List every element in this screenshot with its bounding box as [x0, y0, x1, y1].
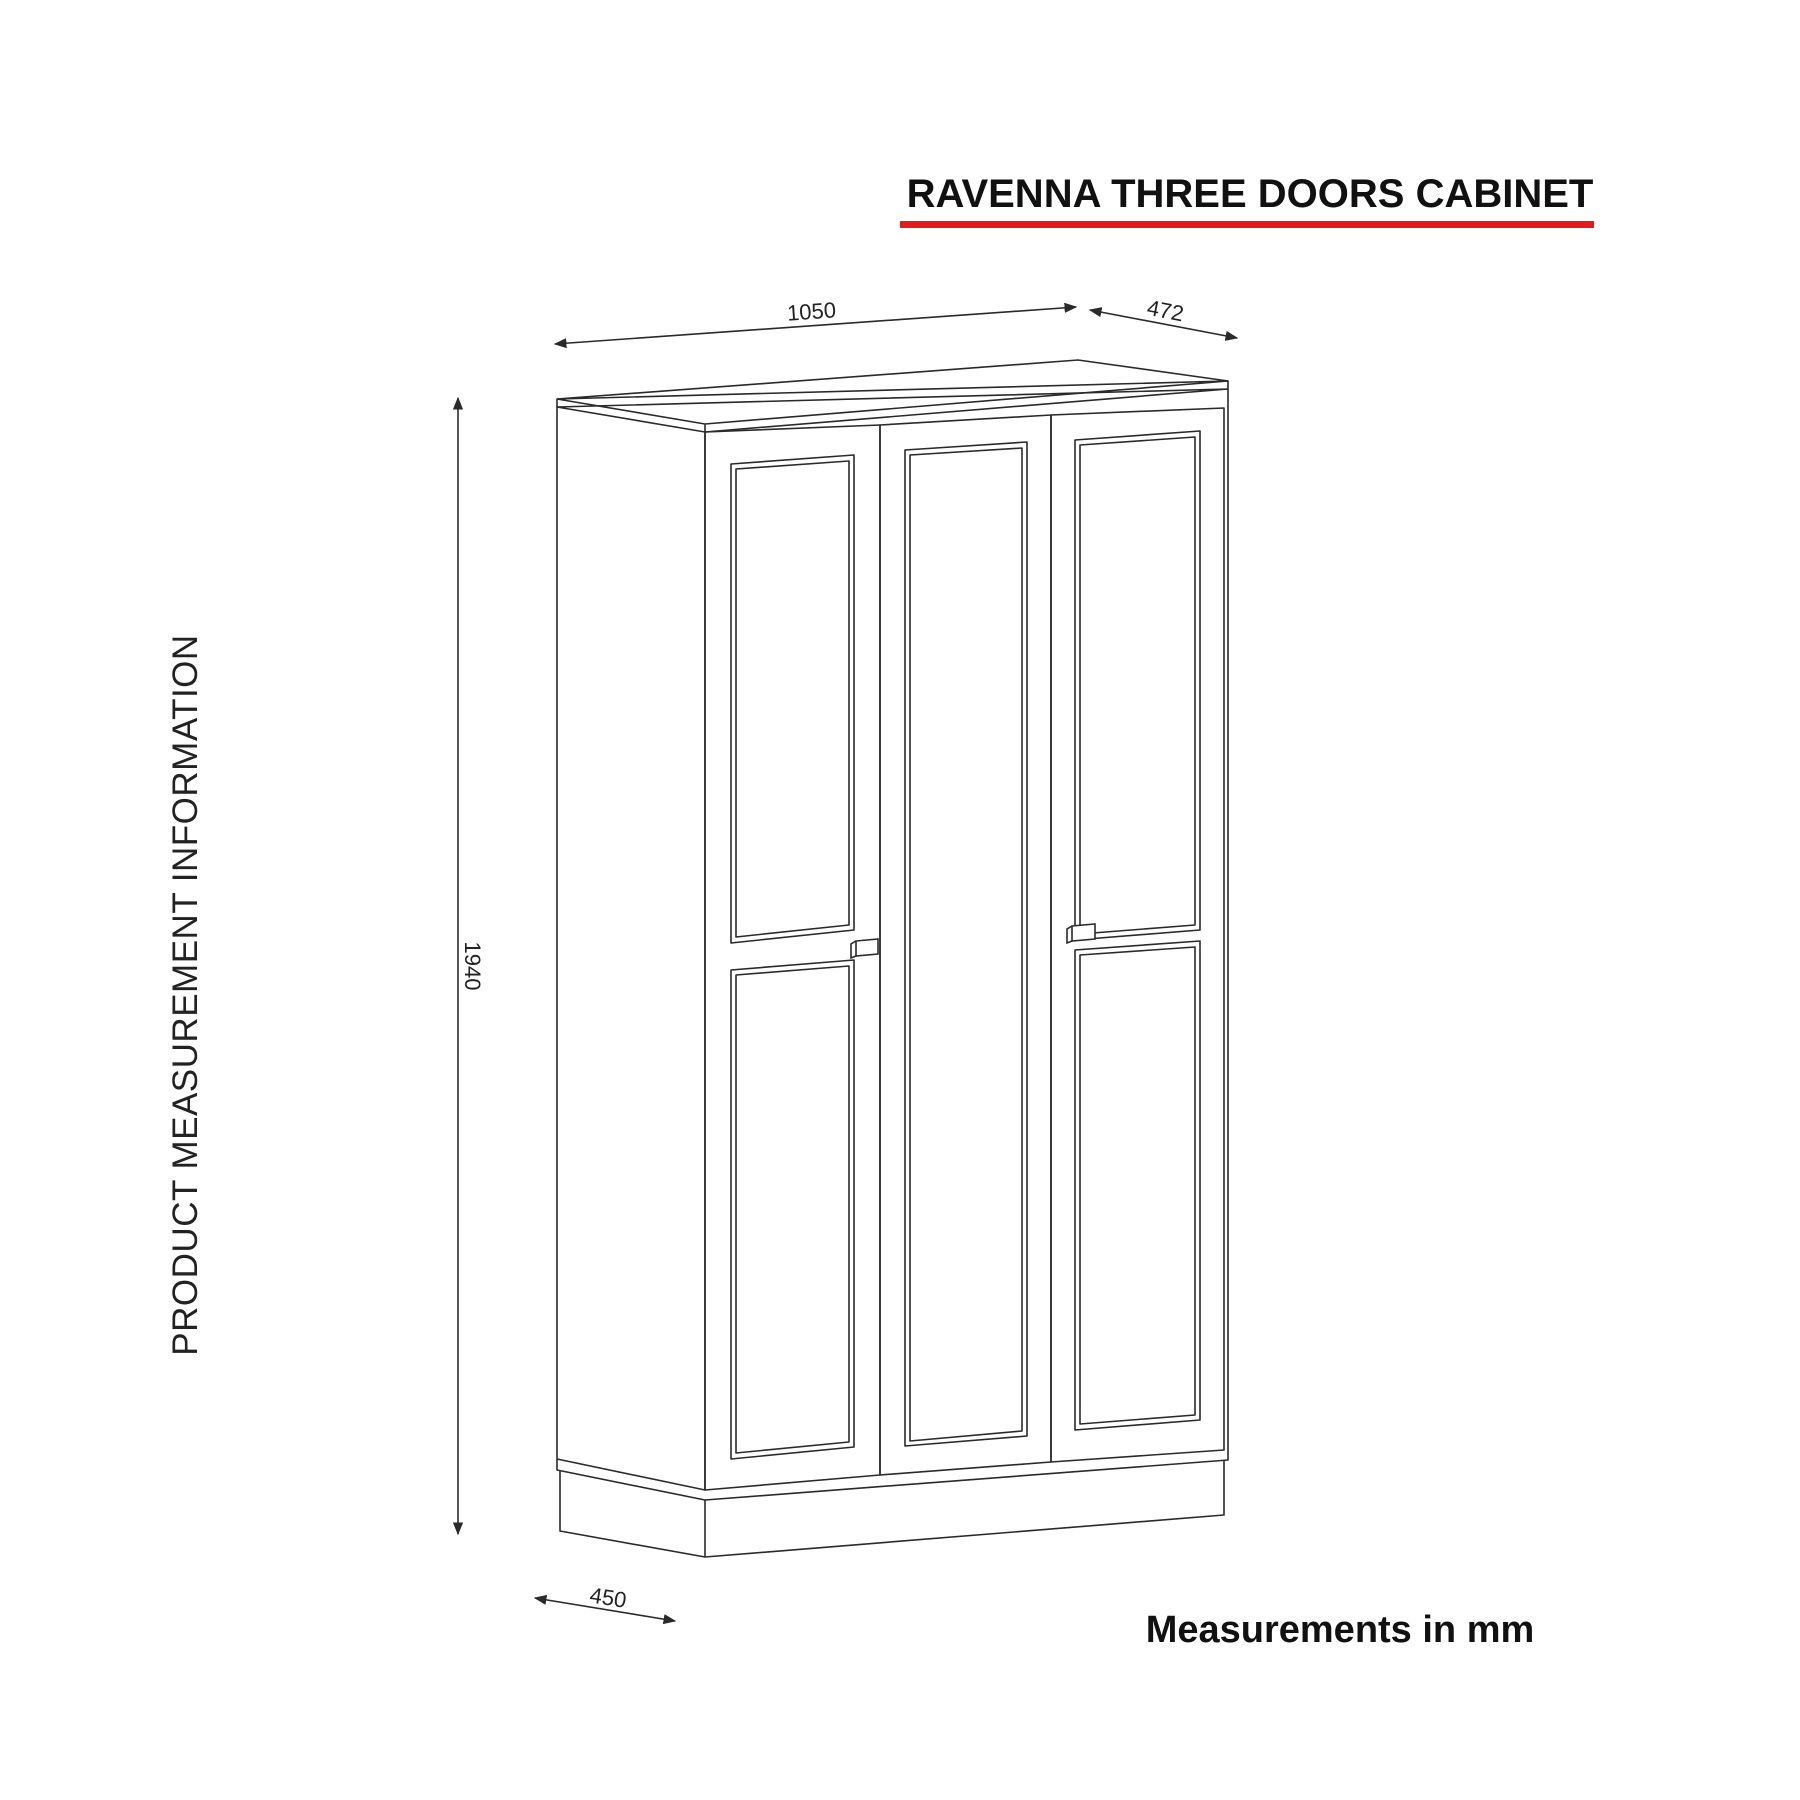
product-title: RAVENNA THREE DOORS CABINET	[906, 172, 1594, 216]
dimension-lines	[458, 307, 1237, 1621]
height-label: 1940	[460, 941, 485, 991]
left-door-upper-panel-inner	[736, 461, 849, 937]
middle-door-panel-inner	[910, 448, 1022, 1441]
middle-door-panel	[905, 442, 1027, 1446]
depth-base-label: 450	[588, 1582, 629, 1613]
right-door-handle	[1072, 924, 1095, 941]
right-door-lower-panel-inner	[1080, 947, 1195, 1424]
right-door-upper-panel	[1075, 431, 1200, 940]
left-door-lower-panel	[731, 960, 854, 1459]
units-note: Measurements in mm	[1145, 1609, 1535, 1651]
handles	[851, 924, 1095, 958]
right-door-upper-panel-inner	[1080, 437, 1195, 934]
side-label: PRODUCT MEASUREMENT INFORMATION	[166, 634, 205, 1356]
right-door-lower-panel	[1075, 941, 1200, 1430]
top-slab-surface	[557, 360, 1228, 399]
left-door-upper-panel	[731, 455, 854, 943]
left-door-lower-panel-inner	[736, 966, 849, 1453]
side-panel	[557, 407, 705, 1490]
depth-top-label: 472	[1145, 294, 1186, 327]
top-slab	[557, 381, 1228, 407]
left-door-handle	[856, 939, 878, 956]
cabinet-outline	[557, 360, 1228, 1557]
top-slab-front-edge	[557, 389, 1228, 432]
width-label: 1050	[786, 297, 837, 326]
